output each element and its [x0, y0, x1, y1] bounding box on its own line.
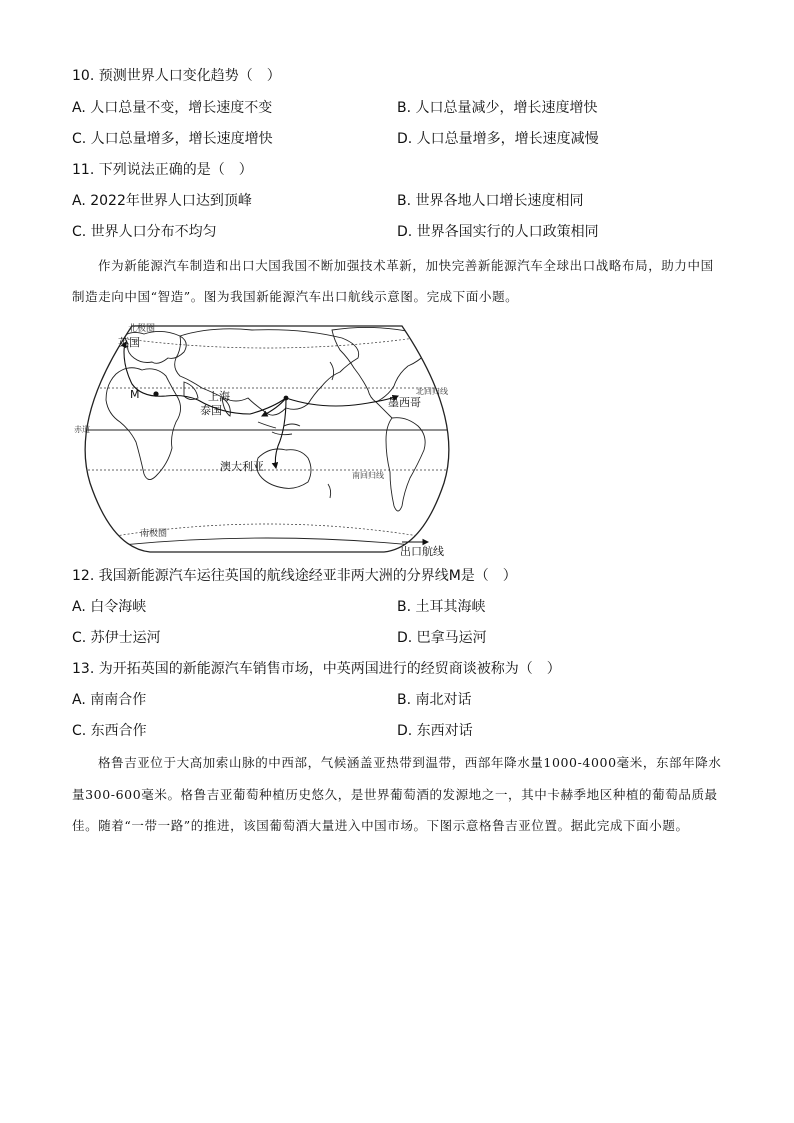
question-12-stem: 12. 我国新能源汽车运往英国的航线途经亚非两大洲的分界线M是（ ） [72, 568, 517, 584]
q11-option-d[interactable]: D. 世界各国实行的人口政策相同 [397, 224, 599, 240]
label-thailand: 泰国 [200, 404, 222, 417]
label-tropic-of-cancer: 北回归线 [416, 387, 448, 396]
q10-option-a[interactable]: A. 人口总量不变，增长速度不变 [72, 100, 273, 116]
q12-option-d[interactable]: D. 巴拿马运河 [397, 630, 487, 646]
legend-label: 出口航线 [400, 545, 444, 558]
q10-option-c[interactable]: C. 人口总量增多，增长速度增快 [72, 131, 273, 147]
q12-option-b[interactable]: B. 土耳其海峡 [397, 599, 486, 615]
label-mexico: 墨西哥 [388, 396, 421, 409]
question-11-stem: 11. 下列说法正确的是（ ） [72, 162, 253, 178]
map-frame [85, 326, 449, 552]
q11-option-b[interactable]: B. 世界各地人口增长速度相同 [397, 193, 584, 209]
label-antarctic-circle: 南极圈 [140, 529, 168, 539]
q11-option-c[interactable]: C. 世界人口分布不均匀 [72, 224, 217, 240]
q10-option-d[interactable]: D. 人口总量增多，增长速度减慢 [397, 131, 599, 147]
passage-ev-export: 作为新能源汽车制造和出口大国我国不断加强技术革新，加快完善新能源汽车全球出口战略布局，助力中国制造走向中国“智造”。图为我国新能源汽车出口航线示意图。完成下面小题。 [72, 258, 714, 304]
label-tropic-of-capricorn: 南回归线 [352, 471, 384, 480]
label-arctic-circle: 北极圈 [128, 324, 156, 334]
passage-georgia-wine: 格鲁吉亚位于大高加索山脉的中西部，气候涵盖亚热带到温带，西部年降水量1000-4000毫米，东部年降水量300-600毫米。格鲁吉亚葡萄种植历史悠久，是世界葡萄酒的发源地之一，其中卡赫季地区种植的葡萄品质最佳。随着“一带一路”的推进，该国葡萄酒大量进入中国市场。下图示意格鲁吉亚位置。据此完成下面小题。 [72, 755, 722, 833]
world-map-svg [72, 318, 462, 558]
export-route-map [72, 318, 462, 558]
q13-option-b[interactable]: B. 南北对话 [397, 692, 472, 708]
q12-option-c[interactable]: C. 苏伊士运河 [72, 630, 161, 646]
q13-option-c[interactable]: C. 东西合作 [72, 723, 147, 739]
q12-option-a[interactable]: A. 白令海峡 [72, 599, 147, 615]
label-australia: 澳大利亚 [220, 460, 264, 473]
label-m: M [130, 388, 140, 401]
q10-option-b[interactable]: B. 人口总量减少，增长速度增快 [397, 100, 598, 116]
question-10-stem: 10. 预测世界人口变化趋势（ ） [72, 68, 281, 84]
m-point-dot [153, 391, 158, 396]
label-uk: 英国 [118, 336, 140, 349]
q11-option-a[interactable]: A. 2022年世界人口达到顶峰 [72, 193, 252, 209]
q13-option-d[interactable]: D. 东西对话 [397, 723, 473, 739]
q13-option-a[interactable]: A. 南南合作 [72, 692, 147, 708]
question-13-stem: 13. 为开拓英国的新能源汽车销售市场，中英两国进行的经贸商谈被称为（ ） [72, 661, 561, 677]
label-shanghai: 上海 [208, 390, 230, 403]
label-equator: 赤道 [74, 425, 90, 434]
shanghai-dot [284, 396, 289, 401]
